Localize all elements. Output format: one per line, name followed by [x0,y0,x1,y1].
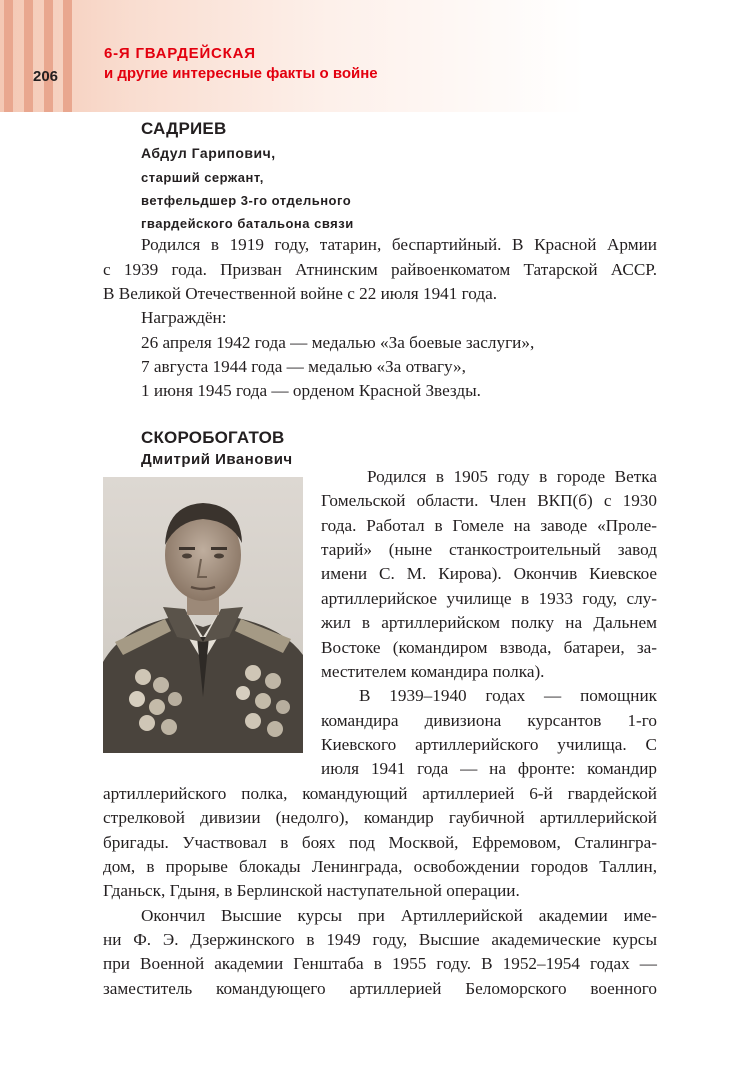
text-line: ни Ф. Э. Дзержинского в 1949 году, Высшие академические курсы [103,930,657,949]
text-line: Гомельской области. Член ВКП(б) с 1930 [321,491,657,510]
award-line: 1 июня 1945 года — орденом Красной Звезды. [141,381,481,400]
entry-given-name: Абдул Гарипович, [141,145,276,161]
text-line: Родился в 1905 году в городе Ветка [367,467,657,486]
decorative-stripe [44,0,53,112]
text-line: Киевского артиллерийского училища. С [321,735,657,754]
text-line: года. Работал в Гомеле на заводе «Проле- [321,516,657,535]
decorative-stripe [63,0,72,112]
entry-given-name: Дмитрий Иванович [141,451,293,468]
text-line: имени С. М. Кирова). Окончив Киевское [321,564,657,583]
entry-position: ветфельдшер 3-го отдельного [141,193,352,208]
entry-unit: гвардейского батальона связи [141,216,354,231]
text-line: В 1939–1940 годах — помощник [359,686,657,705]
entry-surname: СКОРОБОГАТОВ [141,428,285,447]
portrait-photo [103,477,303,753]
text-line: артиллерийского полка, командующий артиллерией 6-й гвардейской [103,784,657,803]
decorative-stripe [4,0,13,112]
decorative-stripe [24,0,33,112]
portrait-illustration [103,477,303,753]
running-subtitle: и другие интересные факты о войне [104,65,378,82]
award-line: 7 августа 1944 года — медалью «За отвагу», [141,357,466,376]
text-line: заместитель командующего артиллерией Беломорского военного [103,979,657,998]
text-line: артиллерийское училище в 1933 году, слу- [321,589,657,608]
text-line: Награждён: [141,308,227,327]
text-line: дом, в прорыве блокады Ленинграда, освобождении городов Таллин, [103,857,657,876]
text-line: Родился в 1919 году, татарин, беспартийный. В Красной Армии [141,235,657,254]
text-line: Востоке (командиром взвода, батареи, за- [321,638,657,657]
entry-rank: старший сержант, [141,170,264,185]
text-line: местителем командира полка). [321,662,545,681]
entry-surname: САДРИЕВ [141,119,227,138]
text-line: при Военной академии Генштаба в 1955 году. В 1952–1954 годах — [103,954,657,973]
text-line: тарий» (ныне станкостроительный завод [321,540,657,559]
text-line: стрелковой дивизии (недолго), командир гаубичной артиллерийской [103,808,657,827]
running-title: 6-Я ГВАРДЕЙСКАЯ [104,45,256,62]
text-line: Гданьск, Гдыня, в Берлинской наступательной операции. [103,881,520,900]
award-line: 26 апреля 1942 года — медалью «За боевые заслуги», [141,333,535,352]
text-line: командира дивизиона курсантов 1-го [321,711,657,730]
text-line: бригады. Участвовал в боях под Москвой, Ефремовом, Сталингра- [103,833,657,852]
page-number: 206 [33,68,59,85]
text-line: Окончил Высшие курсы при Артиллерийской академии име- [141,906,657,925]
text-line: В Великой Отечественной войне с 22 июля 1941 года. [103,284,498,303]
text-line: с 1939 года. Призван Атнинским райвоенкоматом Татарской АССР. [103,260,657,279]
text-line: жил в артиллерийском полку на Дальнем [321,613,657,632]
text-line: июля 1941 года — на фронте: командир [321,759,657,778]
